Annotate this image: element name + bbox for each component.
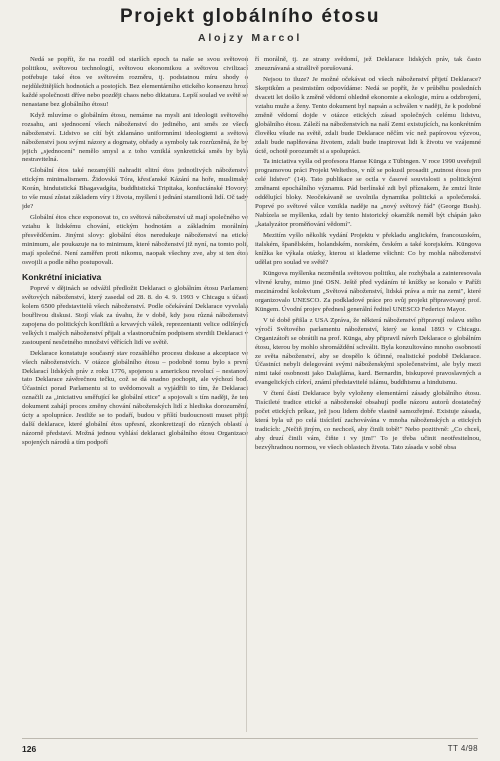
right-column: [255, 56, 481, 732]
paragraph: Mezitím vyšlo několik vydání Projektu v překladu anglickém, francouzském, italském, španělském, holandském, norském, českém a také korejském. Küngova knížka ke výkala otázky, kterou si klademe všichni: Co by mohla náboženství udělat pro soulad ve světě?: [255, 232, 481, 266]
paragraph: Nedá se popřít, že na rozdíl od starších epoch ta naše se svou světovou politikou, světovou technologií, světovou ekonomikou a světovou civilizací potřebuje také étos ve světovém rozměru, tj. podstatnou míru shody o nejdůležitějších hodnotách a postojích. Bez elementárního etického konsenzu hrozí každé společnosti dříve nebo později chaos nebo diktatura. Lepší soulad ve světě se nenastane bez globálního étosu!: [22, 56, 248, 108]
paragraph: V čtení částí Deklarace byly vyloženy elementární zásady globálního étosu. Tisícileté tradice etické a náboženské obsahují podle názoru autorů dostatečný počet etických príkaz, jež jsou lidem dobře vlastně samozřejmé. Existuje zásada, která byla už po celá tisíciletí zachovávána v mnoha náboženských a etických tradicích: „Nečiň jiným, co nechceš, aby činili tobě!" Nebo pozitivně: „Co chceš, aby druzí činili vám, čiňte i vy jim!" To je třeba učinit neotřesitelnou, bezvýhradnou normou, ve všech oblastech života. Tato zásada v sobě obsa: [255, 390, 481, 452]
paragraph: ří morálně, tj. ze strany svědomí, jež Deklarace lidských práv, tak často zneuznávaná a strašlivě porušovaná.: [255, 56, 481, 72]
section-heading: Konkrétní iniciativa: [22, 271, 102, 282]
paragraph: V té době přišla z USA Zpráva, že některá náboženství připravují oslavu stého výročí Světového parlamentu náboženství, který se konal 1893 v Chicagu. Organizátoři se obrátili na prof. Künga, aby připravil návrh Deklarace o globálním étosu, kterou by mohlo shromáždění schválit. Byla konzultováno mnoho osobností ze světa náboženství, aby se dospělo k účinné, realistické podobě Deklarace. Účastníci nebyli delegováni svými náboženskými společenstvími, ale byly mezi nimi také osobnosti jako Dalajláma, kard. Bernardin, biskupové pravoslavných a evangelických církví, známí představitelé islámu, buddhismu a hinduismu.: [255, 316, 481, 387]
paragraph: Globální étos chce exponovat to, co světová náboženství už mají společného ve vztahu k lidskému chování, etickým hodnotám a základním morálním přesvědčením. Jinými slovy: globální étos neredukuje náboženství na etické minimum, ale poukazuje na to minimum, které náboženství již nyní, na tomto poli, mají společné. Není zaměřen proti nikomu, naopak všechny zve, aby si ten étos osvojili a podle něho postupovali.: [22, 214, 248, 266]
article-title: Projekt globálního étosu: [119, 6, 381, 27]
paragraph: Poprvé v dějinách se odvážil předložit Deklaraci o globálním étosu Parlament světových náboženství, který zasedal od 28. 8. do 4. 9. 1993 v Chicagu s účastí kolem 6500 představitelů všech náboženství. Podle očekávání Deklarace vyvolala bouřlivou diskusi. Stojí však za úvahu, že v době, kdy jsou různá náboženství zapojena do politických konfliktů a krvavých válek, reprezentanti velice odlišných velkých i malých náboženství přijali a vlastnoručním podpisem stvrdili Deklaraci v zastoupení nesčetného množství věřících lidí ve světě.: [22, 284, 248, 346]
paragraph: Küngova myšlenka nezměnila světovou politiku, ale rozhýbala a zainteresovala vlivné kruhy, mimo jiné OSN. Ještě před vydáním té knížky se konalo v Paříži mezinárodní kolokvium „Světová náboženství, lidská práva a mír na zemi", které organizovalo UNESCO. Za podkladové práce pro svůj projekt připravovaný prof. Küngem. Úvodní projev přednesl generální ředitel UNESCO Federico Mayor.: [255, 269, 481, 313]
issue-label: TT 4/98: [447, 744, 478, 753]
page-number: 126: [22, 744, 37, 754]
paragraph: Globální étos také nezamýšlí nahradit elitní étos jednotlivých náboženství etickým minimalismem. Židovská Tóra, křesťanské Kázání na hoře, muslimský Korán, hinduistická Bhagavadgíta, buddhistická Tripitaka, konfuciánské Hovory: to vše musí zůstat základem víry i života, myšlení i jednání stamilionů lidí. Oč tady jde?: [22, 167, 248, 211]
left-column: [22, 56, 248, 732]
column-divider: [246, 56, 247, 732]
article-author: Alojzy Marcol: [197, 32, 303, 44]
footer-rule: [22, 738, 478, 739]
paragraph: Když mluvíme o globálním étosu, nemáme na mysli ani ideologii světového rozsahu, ani sjednocení všech náboženství do jediného, ani směs ze všech náboženství. Lidstvo se cítí být zklamáno uniformními ideologiemi a světová náboženství jsou svými názory a dogmaty, obřady a symboly tak rozrůzněná, že by jejich „sjednocení" nemělo smysl a z toho vzniklá synkretická směs by byla nestravitelná.: [22, 111, 248, 164]
paragraph: Deklarace konstatuje současný stav rozsáhlého procesu diskuse a akceptace ve všech náboženstvích. V otázce globálního étosu – podobně tomu bylo s první Deklarací lidských práv z roku 1776, spojenou s americkou revolucí – nestanoví tato Deklarace závěrečnou tečku, což se dá snadno pochopit, ale výchozí bod. Účastníci porad Parlamentu si to uvědomovali a vyjádřili to tím, že Deklaraci označili za „iniciativu směřující ke globální etice" a spojovali s tím naději, že ten dokument zahájí proces změny chování náboženských lidí z hlediska dorozumění, úcty a spolupráce. Jestliže se to podaří, budou v příští budoucnosti muset přijít další deklarace, které globální étos upřesní, zkonkretizují do různých oblastí a názorně představí. Možná jednou vyhlásí deklaraci globálního étosu Organizace spojených národů a tím podpoří: [22, 349, 248, 447]
paragraph: Ta iniciativa vyšla od profesora Hanse Künga z Tübingen. V roce 1990 uveřejnil programovou práci Projekt Weltethos, v níž se pokusil prosadit „nutnost étosu pro celé lidstvo" (14). Tato publikace se octla v časové souvislosti s politickými změnami epochálního významu. Pád berlínské zdi byl příznakem, že zmizí linie oddělující bloky. Neočekávaně se uvolnila dynamika politická a společenská. Poprvé po světové válce vznikla naděje na „nový světový řád" (George Bush). Nabízela se myšlenka, zdali by tento historický okamžik neměl být chápán jako „katalyzátor proměňování vědomí".: [255, 158, 481, 229]
paragraph: Nejsou to iluze? Je možné očekávat od všech náboženství přijetí Deklarace? Skeptikům a pesimistům odpovídáme: Nedá se popřít, že v průběhu posledních dvaceti let došlo k změně vědomí ohledně ekonomie a ekologie, míru a odzbrojení, vztahu muže a ženy. Tento dokument byl napsán a schválen v naději, že k podobné změně vědomí dojde v otázce etických zásad společných celému lidstvu, globálního étosu. Záleží na náboženstvích na naší Zemi existujících, na konkrétním člověku všude na světě, zdali bude Deklarace něčím víc než papírovou výzvou, zdali bude naplňována životem, zdali bude inspirovat lidi k životu ve vzájemné úctě, ochotě porozumět si a spolupráci.: [255, 75, 481, 155]
